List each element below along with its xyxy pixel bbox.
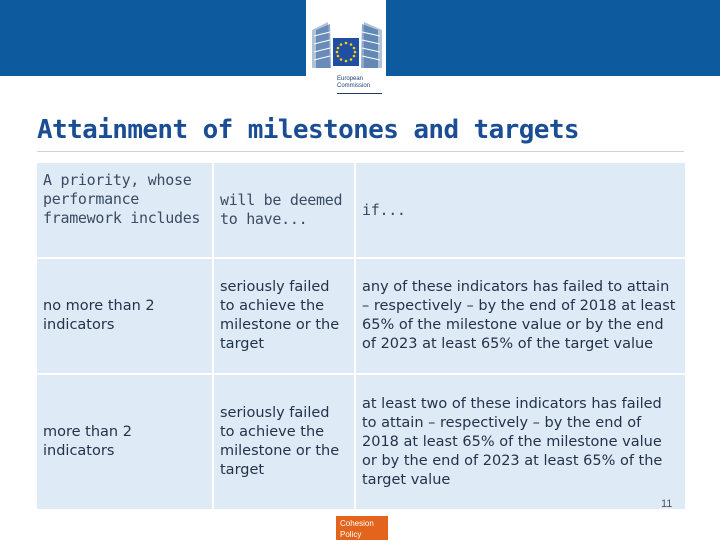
badge-line-cohesion: Cohesion [340, 519, 374, 528]
page-number: 11 [661, 498, 673, 510]
title-divider [37, 151, 684, 152]
table-header-row [37, 163, 685, 259]
table-cell: seriously failed to achieve the milestone or the target [214, 259, 356, 375]
table-cell: more than 2 indicators [37, 375, 214, 511]
logo-line-commission: Commission [337, 83, 371, 89]
logo-underline [337, 93, 382, 94]
logo-line-european: European [337, 76, 364, 82]
table-cell: no more than 2 indicators [37, 259, 214, 375]
table-cell: at least two of these indicators has failed to attain – respectively – by the end of 2018 at least 65% of the milestone value or by the end of 2023 at least 65% of the target value [356, 375, 685, 511]
table-cell: any of these indicators has failed to attain – respectively – by the end of 2018 at least 65% of the milestone value or by the end of 2023 at least 65% of the target value [356, 259, 685, 375]
logo-block [306, 0, 386, 98]
milestones-table [37, 163, 685, 511]
header-cell-priority: A priority, whose performance framework includes [37, 163, 214, 259]
slide-title: Attainment of milestones and targets [37, 115, 579, 145]
table-row [37, 375, 685, 511]
header-cell-if: if... [356, 163, 685, 259]
table-cell: seriously failed to achieve the milestone or the target [214, 375, 356, 511]
header-cell-deemed: will be deemed to have... [214, 163, 356, 259]
badge-line-policy: Policy [340, 530, 362, 539]
logo-text [337, 76, 370, 90]
table-row [37, 259, 685, 375]
cohesion-policy-badge [336, 516, 388, 540]
